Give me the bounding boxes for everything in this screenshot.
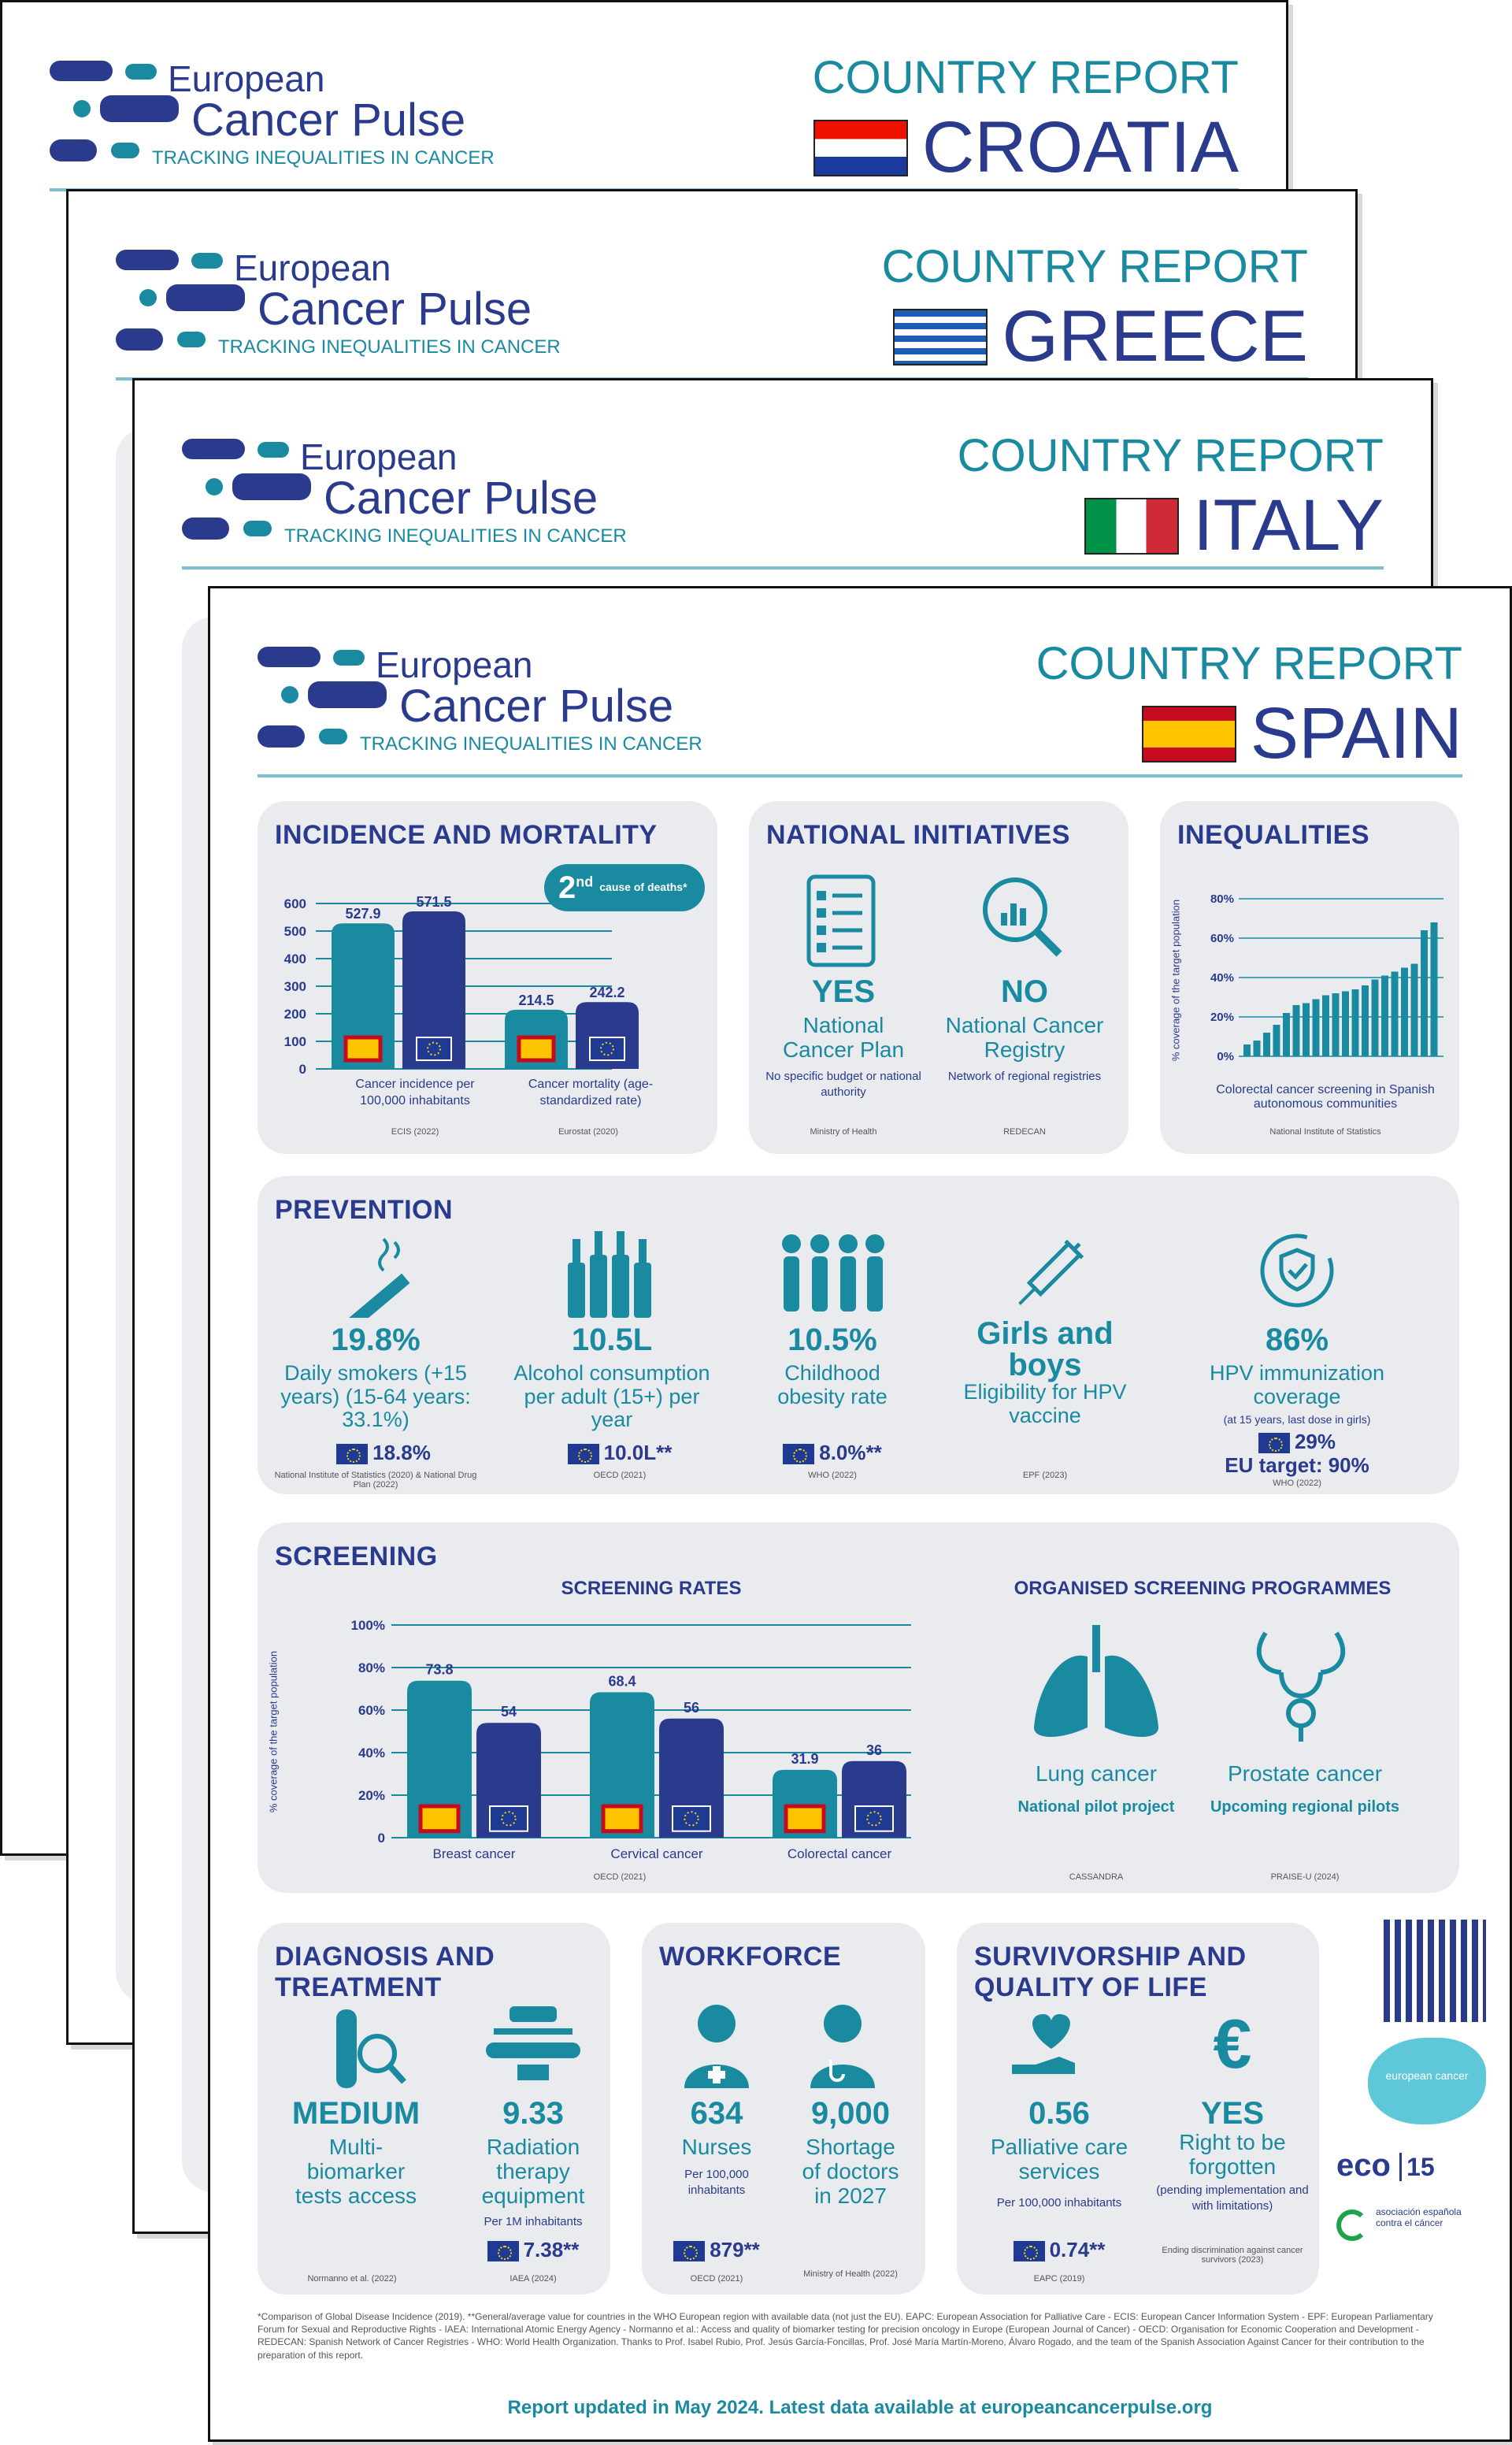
nurses-eu-value: 879** bbox=[710, 2238, 760, 2261]
obesity-value: 10.5% bbox=[788, 1323, 877, 1357]
bar bbox=[1392, 972, 1399, 1057]
country-name bbox=[893, 295, 1308, 378]
hpv-eu-target: EU target: 90% bbox=[1225, 1453, 1369, 1477]
euro-icon bbox=[1193, 2006, 1272, 2085]
smokers-eu-value: 18.8% bbox=[372, 1441, 431, 1464]
alcohol-label: Alcohol consumption per adult (15+) per year bbox=[513, 1361, 710, 1432]
radiation-machine-icon bbox=[486, 2006, 580, 2085]
screening-ylabel: % coverage of the target population bbox=[267, 1650, 280, 1813]
data-label: 214.5 bbox=[518, 992, 554, 1008]
country-report-label: COUNTRY REPORT bbox=[881, 241, 1308, 292]
y-tick-label: 0 bbox=[377, 1831, 385, 1846]
smokers-eu bbox=[321, 1441, 447, 1465]
y-tick-label: 600 bbox=[284, 896, 306, 911]
radio-source: IAEA (2024) bbox=[510, 2274, 557, 2284]
hpv-eligibility-label: Eligibility for HPV vaccine bbox=[963, 1380, 1127, 1427]
eu-flag-icon bbox=[855, 1806, 893, 1831]
inequalities-panel bbox=[1160, 801, 1459, 1154]
croatia-flag-icon bbox=[813, 120, 908, 176]
y-tick-label: 100% bbox=[350, 1618, 385, 1633]
hpv-eligibility-source: EPF (2023) bbox=[1022, 1471, 1068, 1480]
children-icon bbox=[777, 1231, 888, 1318]
y-tick-label: 300 bbox=[284, 979, 306, 994]
svg-text:€: € bbox=[1213, 2006, 1252, 2083]
bar bbox=[1411, 964, 1418, 1057]
data-label: 56 bbox=[683, 1699, 700, 1716]
spain-flag-icon bbox=[786, 1806, 824, 1831]
forgotten-note: (pending implementation and with limitations) bbox=[1156, 2183, 1309, 2213]
logo-line1: European bbox=[234, 247, 391, 288]
nurses-value: 634 bbox=[690, 2096, 743, 2131]
workforce-panel bbox=[642, 1923, 925, 2295]
european-cancer-pulse-logo bbox=[50, 53, 538, 171]
forgotten-label: Right to be forgotten bbox=[1179, 2130, 1286, 2179]
biomarker-value: MEDIUM bbox=[291, 2096, 421, 2131]
lungs-icon bbox=[1029, 1625, 1163, 1743]
data-label: 527.9 bbox=[345, 906, 381, 922]
nurse-icon bbox=[681, 2002, 752, 2088]
european-cancer-logo bbox=[1368, 2038, 1486, 2124]
bar bbox=[1362, 985, 1369, 1056]
mortality-source: Eurostat (2020) bbox=[558, 1127, 618, 1137]
badge-text: cause of deaths* bbox=[599, 881, 687, 894]
logo-line2: Cancer Pulse bbox=[258, 284, 532, 335]
spain-flag-icon bbox=[519, 1037, 554, 1060]
registry-source: REDECAN bbox=[1003, 1127, 1046, 1137]
screening-panel bbox=[258, 1523, 1459, 1893]
spain-flag-icon bbox=[421, 1806, 458, 1831]
data-label: 571.5 bbox=[416, 893, 452, 910]
prostate-label: Prostate cancer bbox=[1227, 1761, 1383, 1786]
badge-sup: nd bbox=[576, 874, 594, 890]
x-tick-label: Cervical cancer bbox=[610, 1846, 703, 1861]
incidence-title: INCIDENCE AND MORTALITY bbox=[275, 820, 658, 850]
eu-flag-icon bbox=[487, 2241, 519, 2261]
y-tick-label: 60% bbox=[358, 1703, 385, 1718]
x-tick-label: Breast cancer bbox=[432, 1846, 516, 1861]
mortality-label: Cancer mortality (age-standardized rate) bbox=[528, 1078, 654, 1107]
screening-programmes-title: ORGANISED SCREENING PROGRAMMES bbox=[1014, 1578, 1392, 1599]
obesity-eu bbox=[754, 1441, 911, 1465]
updated-notice[interactable]: Report updated in May 2024. Latest data available at europeancancerpulse.org bbox=[507, 2397, 1213, 2418]
eco-num: 15 bbox=[1399, 2153, 1435, 2181]
eu-flag-icon bbox=[1014, 2241, 1045, 2261]
palliative-label: Palliative care services bbox=[990, 2135, 1128, 2183]
y-tick-label: 500 bbox=[284, 924, 306, 939]
inequalities-ylabel: % coverage of the target population bbox=[1169, 899, 1182, 1062]
y-tick-label: 100 bbox=[284, 1034, 306, 1049]
italy-flag-icon bbox=[1084, 498, 1179, 555]
smokers-value: 19.8% bbox=[331, 1323, 421, 1357]
obesity-source: WHO (2022) bbox=[808, 1471, 857, 1480]
palliative-eu-value: 0.74** bbox=[1049, 2238, 1106, 2261]
cigarette-icon bbox=[336, 1231, 415, 1318]
logo-line3: TRACKING INEQUALITIES IN CANCER bbox=[360, 733, 702, 755]
screening-title: SCREENING bbox=[275, 1542, 438, 1571]
prevention-panel bbox=[258, 1176, 1459, 1494]
bar bbox=[1421, 930, 1428, 1056]
bar bbox=[1273, 1025, 1280, 1056]
aecc-text: asociación española contra el cáncer bbox=[1376, 2206, 1462, 2228]
eu-flag-icon bbox=[568, 1444, 599, 1464]
y-tick-label: 400 bbox=[284, 952, 306, 966]
eu-flag-icon bbox=[336, 1444, 368, 1464]
bar bbox=[1254, 1041, 1261, 1056]
national-title: NATIONAL INITIATIVES bbox=[766, 820, 1070, 850]
report-header bbox=[182, 412, 1384, 570]
lung-status: National pilot project bbox=[1017, 1798, 1175, 1816]
smokers-source: National Institute of Statistics (2020) & National Drug Plan (2022) bbox=[274, 1471, 477, 1490]
obesity-eu-value: 8.0%** bbox=[819, 1441, 882, 1464]
eu-flag-icon bbox=[1258, 1433, 1290, 1453]
bar bbox=[1342, 992, 1349, 1057]
hpv-coverage-value: 86% bbox=[1265, 1323, 1329, 1357]
hpv-coverage-note: (at 15 years, last dose in girls) bbox=[1223, 1413, 1371, 1426]
european-cancer-pulse-logo bbox=[116, 242, 604, 360]
report-spain bbox=[208, 586, 1512, 2442]
data-label: 242.2 bbox=[589, 985, 625, 1001]
workforce-title: WORKFORCE bbox=[659, 1942, 842, 1972]
radio-value: 9.33 bbox=[502, 2096, 564, 2131]
badge-rank: 2 bbox=[558, 870, 576, 905]
lung-source: CASSANDRA bbox=[1069, 1872, 1124, 1882]
country-name bbox=[1142, 692, 1462, 775]
eco-text: eco bbox=[1336, 2148, 1391, 2183]
doctors-source: Ministry of Health (2022) bbox=[803, 2269, 898, 2279]
alcohol-eu bbox=[541, 1441, 699, 1465]
registry-label: National Cancer Registry bbox=[945, 1013, 1104, 1062]
screening-rates-title: SCREENING RATES bbox=[561, 1578, 742, 1599]
screening-source: OECD (2021) bbox=[593, 1872, 647, 1882]
hpv-coverage-source: WHO (2022) bbox=[1273, 1479, 1321, 1488]
data-label: 68.4 bbox=[608, 1673, 636, 1690]
country-label: GREECE bbox=[1002, 296, 1308, 377]
obesity-label: Childhood obesity rate bbox=[777, 1361, 888, 1408]
data-label: 31.9 bbox=[791, 1750, 819, 1767]
diagnosis-title: DIAGNOSIS AND TREATMENT bbox=[275, 1942, 495, 2002]
nurses-label: Nurses bbox=[681, 2135, 752, 2159]
prevention-title: PREVENTION bbox=[275, 1195, 454, 1225]
alcohol-source: OECD (2021) bbox=[593, 1471, 647, 1480]
hpv-coverage-label: HPV immunization coverage bbox=[1209, 1361, 1385, 1408]
bar bbox=[1293, 1005, 1300, 1056]
radio-eu-value: 7.38** bbox=[523, 2238, 580, 2261]
country-name bbox=[813, 106, 1239, 189]
palliative-eu bbox=[988, 2238, 1130, 2262]
eu-flag-icon bbox=[417, 1037, 451, 1060]
aecc-logo bbox=[1336, 2206, 1486, 2250]
european-cancer-pulse-logo bbox=[182, 431, 670, 549]
report-header bbox=[50, 34, 1239, 191]
magnifier-chart-icon bbox=[977, 872, 1064, 959]
inequalities-title: INEQUALITIES bbox=[1177, 820, 1370, 850]
bar bbox=[1263, 1033, 1270, 1056]
eu-flag-icon bbox=[673, 2241, 705, 2261]
hpv-eligibility-value: Girls and boys bbox=[976, 1316, 1114, 1382]
bar bbox=[1243, 1044, 1251, 1056]
report-header bbox=[116, 223, 1308, 380]
prostate-status: Upcoming regional pilots bbox=[1210, 1798, 1399, 1816]
radio-label: Radiation therapy equipment bbox=[481, 2135, 585, 2208]
hands-heart-icon bbox=[1012, 2009, 1091, 2080]
national-initiatives-panel bbox=[749, 801, 1128, 1154]
eu-flag-icon bbox=[673, 1806, 710, 1831]
y-tick-label: 200 bbox=[284, 1007, 306, 1022]
x-tick-label: Colorectal cancer bbox=[787, 1846, 892, 1861]
y-tick-label: 0% bbox=[1217, 1050, 1234, 1063]
eu-flag-icon bbox=[490, 1806, 528, 1831]
prostate-source: PRAISE-U (2024) bbox=[1270, 1872, 1340, 1882]
syringe-icon bbox=[1006, 1231, 1092, 1318]
shield-check-icon bbox=[1258, 1231, 1336, 1310]
survivorship-panel bbox=[957, 1923, 1319, 2295]
logo-line1: European bbox=[376, 644, 533, 685]
spain-flag-icon bbox=[1142, 706, 1236, 762]
plan-label: National Cancer Plan bbox=[782, 1013, 905, 1062]
screening-chart bbox=[281, 1609, 935, 1869]
inequalities-chart bbox=[1191, 877, 1451, 1089]
eco-logo bbox=[1336, 2148, 1486, 2187]
inequalities-caption: Colorectal cancer screening in Spanish autonomous communities bbox=[1216, 1083, 1435, 1111]
ecc-logo-text: european cancer bbox=[1385, 2069, 1469, 2082]
smokers-label: Daily smokers (+15 years) (15-64 years: 33.1%) bbox=[280, 1361, 471, 1432]
alcohol-eu-value: 10.0L** bbox=[603, 1441, 673, 1464]
country-label: CROATIA bbox=[921, 107, 1239, 187]
data-label: 73.8 bbox=[425, 1661, 454, 1678]
spain-flag-icon bbox=[603, 1806, 641, 1831]
alcohol-value: 10.5L bbox=[571, 1323, 653, 1357]
incidence-mortality-panel bbox=[258, 801, 717, 1154]
doctor-icon bbox=[807, 2002, 878, 2088]
country-report-label: COUNTRY REPORT bbox=[1036, 638, 1462, 689]
bar bbox=[1401, 968, 1408, 1057]
lung-label: Lung cancer bbox=[1035, 1761, 1158, 1786]
radio-note: Per 1M inhabitants bbox=[484, 2215, 583, 2228]
country-name bbox=[1084, 484, 1384, 567]
bar bbox=[1372, 980, 1379, 1057]
biomarker-source: Normanno et al. (2022) bbox=[307, 2274, 397, 2284]
eu-flag-icon bbox=[783, 1444, 814, 1464]
eu-flag-icon bbox=[590, 1037, 624, 1060]
plan-value: YES bbox=[811, 974, 876, 1009]
plan-note: No specific budget or national authority bbox=[765, 1070, 921, 1099]
country-label: ITALY bbox=[1193, 485, 1384, 566]
country-report-label: COUNTRY REPORT bbox=[812, 52, 1239, 103]
logo-line1: European bbox=[300, 436, 458, 477]
report-header bbox=[258, 620, 1462, 777]
logo-line2: Cancer Pulse bbox=[191, 95, 466, 146]
logo-line2: Cancer Pulse bbox=[399, 681, 674, 732]
forgotten-source: Ending discrimination against cancer survivors (2023) bbox=[1162, 2246, 1303, 2265]
country-label: SPAIN bbox=[1250, 693, 1462, 774]
nurses-eu bbox=[658, 2238, 776, 2262]
spain-flag-icon bbox=[346, 1037, 380, 1060]
y-tick-label: 40% bbox=[1210, 971, 1234, 985]
aecc-logo-icon bbox=[1336, 2209, 1368, 2241]
y-tick-label: 80% bbox=[358, 1660, 385, 1675]
inequalities-source: National Institute of Statistics bbox=[1269, 1127, 1381, 1137]
bar bbox=[1283, 1013, 1290, 1056]
y-tick-label: 20% bbox=[1210, 1011, 1234, 1024]
registry-note: Network of regional registries bbox=[947, 1070, 1102, 1083]
incidence-source: ECIS (2022) bbox=[391, 1127, 439, 1137]
doctors-label: Shortage of doctors in 2027 bbox=[802, 2135, 899, 2208]
palliative-note: Per 100,000 inhabitants bbox=[996, 2196, 1122, 2209]
logo-line1: European bbox=[168, 58, 325, 99]
data-label: 36 bbox=[865, 1742, 883, 1758]
y-tick-label: 60% bbox=[1210, 932, 1234, 945]
survivorship-title: SURVIVORSHIP AND QUALITY OF LIFE bbox=[974, 1942, 1247, 2002]
logo-line2: Cancer Pulse bbox=[324, 473, 598, 524]
hpv-eu bbox=[1218, 1430, 1376, 1454]
data-label: 54 bbox=[500, 1704, 517, 1720]
forgotten-value: YES bbox=[1200, 2096, 1265, 2131]
bar bbox=[1313, 1000, 1320, 1057]
country-report-label: COUNTRY REPORT bbox=[957, 430, 1384, 481]
biomarker-label: Multi-biomarker tests access bbox=[295, 2135, 417, 2208]
qr-code-icon[interactable] bbox=[1384, 1920, 1486, 2022]
doctors-value: 9,000 bbox=[810, 2096, 891, 2131]
bar bbox=[1303, 1004, 1310, 1057]
logo-line3: TRACKING INEQUALITIES IN CANCER bbox=[152, 147, 495, 169]
nurses-note: Per 100,000 inhabitants bbox=[684, 2168, 749, 2197]
hpv-eu-value: 29% bbox=[1294, 1430, 1336, 1453]
bar bbox=[1381, 976, 1388, 1057]
bar bbox=[1332, 993, 1340, 1056]
greece-flag-icon bbox=[893, 309, 988, 365]
checklist-icon bbox=[806, 874, 876, 968]
palliative-value: 0.56 bbox=[1028, 2096, 1090, 2131]
incidence-label: Cancer incidence per 100,000 inhabitants bbox=[355, 1078, 475, 1107]
logo-line3: TRACKING INEQUALITIES IN CANCER bbox=[284, 525, 627, 547]
nurses-source: OECD (2021) bbox=[690, 2274, 743, 2284]
prostate-icon bbox=[1250, 1625, 1352, 1743]
footnote: *Comparison of Global Disease Incidence (2019). **General/average value for countries in the WHO European region with available data (not just the EU). EAPC: European Association for Palliative Care - ECIS: European Cancer Information System - EPF: European Parliamentary Forum for Sexual and Reproductive Rights - IAEA: International Atomic Energy Agency - Normanno et al.: Access and quality of biomarker testing for precision oncology in Europe (European Journal of Cancer) - OECD: Organisation for Economic Cooperation and Development - REDECAN: Spanish Network of Cancer Registries - WHO: World Health Organization. Thanks to Prof. Isabel Rubio, Prof. Jesús García-Foncillas, Prof. José María Martín-Moreno, Álvaro Rogado, and the team of the Spanish Association Against Cancer for their contribution to the preparation of this report. bbox=[258, 2311, 1433, 2361]
incidence-chart bbox=[265, 872, 706, 1093]
bottles-icon bbox=[565, 1231, 659, 1318]
y-tick-label: 20% bbox=[358, 1788, 385, 1803]
bar bbox=[1352, 989, 1359, 1056]
palliative-source: EAPC (2019) bbox=[1033, 2274, 1085, 2284]
registry-value: NO bbox=[1001, 974, 1048, 1009]
bar bbox=[1431, 922, 1438, 1056]
plan-source: Ministry of Health bbox=[810, 1127, 877, 1137]
radio-eu bbox=[454, 2238, 612, 2262]
y-tick-label: 40% bbox=[358, 1746, 385, 1760]
logo-line3: TRACKING INEQUALITIES IN CANCER bbox=[218, 336, 561, 358]
bar bbox=[1322, 996, 1329, 1057]
diagnosis-panel bbox=[258, 1923, 610, 2295]
test-tube-icon bbox=[328, 2006, 407, 2093]
european-cancer-pulse-logo bbox=[258, 639, 746, 757]
y-tick-label: 0 bbox=[298, 1062, 306, 1077]
y-tick-label: 80% bbox=[1210, 892, 1234, 906]
